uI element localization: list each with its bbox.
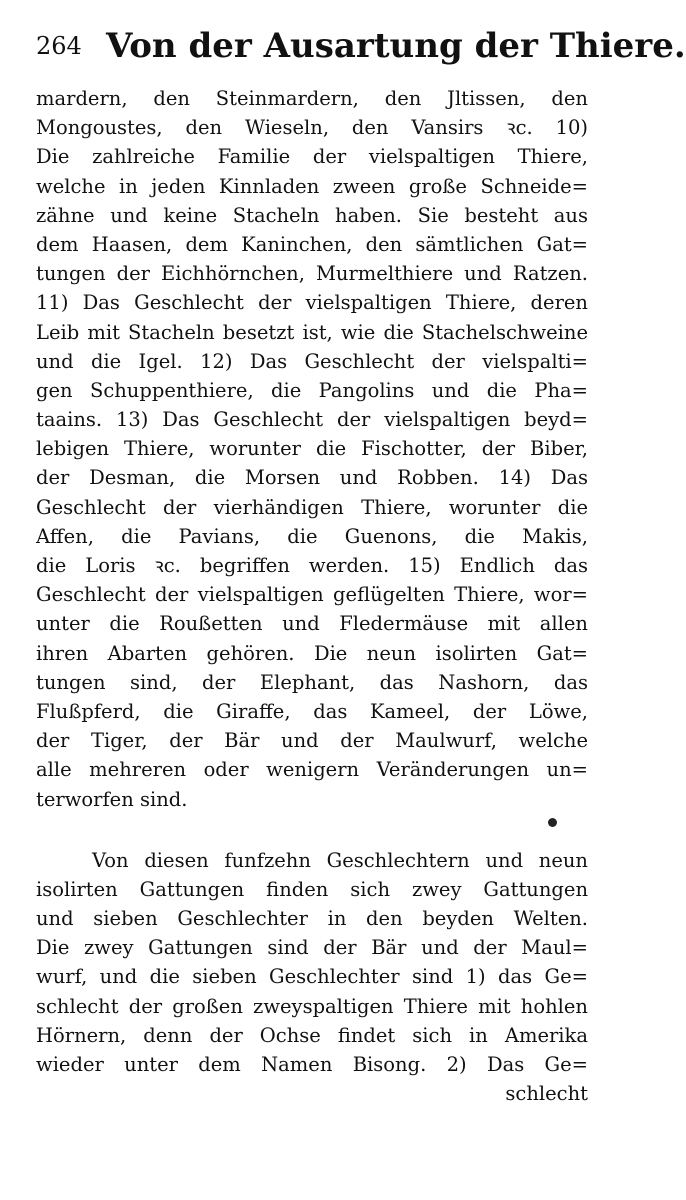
text-line: wurf, und die sieben Geschlechter sind 1) das Ge=: [36, 965, 588, 989]
text-line: Mongoustes, den Wieseln, den Vansirs ꝛc. 10): [36, 116, 588, 140]
text-line: isolirten Gattungen finden sich zwey Gattungen: [36, 877, 588, 901]
paragraph-1: [36, 84, 588, 814]
text-line: Geschlecht der vierhändigen Thiere, worunter die: [36, 495, 588, 519]
text-line: die Loris ꝛc. begriffen werden. 15) Endlich das: [36, 554, 588, 577]
text-line: Flußpferd, die Giraffe, das Kameel, der Löwe,: [36, 699, 588, 723]
text-line: ihren Abarten gehören. Die neun isolirten Gat=: [36, 641, 588, 665]
text-line: und sieben Geschlechter in den beyden Welten.: [36, 907, 588, 931]
text-line: Leib mit Stacheln besetzt ist, wie die Stachelschweine: [36, 320, 588, 344]
text-line: Affen, die Pavians, die Guenons, die Makis,: [36, 524, 588, 548]
paragraph-2: [36, 846, 588, 1080]
text-line: 11) Das Geschlecht der vielspaltigen Thiere, deren: [36, 291, 588, 315]
text-line: dem Haasen, dem Kaninchen, den sämtlichen Gat=: [36, 232, 588, 256]
text-line: terworfen sind.: [36, 787, 188, 811]
body-text: [36, 84, 588, 1108]
text-line: tungen sind, der Elephant, das Nashorn, das: [36, 670, 588, 694]
running-title: Von der Ausartung der Thiere.: [106, 26, 686, 66]
text-line: mardern, den Steinmardern, den Jltissen, den: [36, 87, 588, 110]
page-number: 264: [36, 32, 82, 60]
paragraph-gap: [36, 814, 588, 846]
text-line: lebigen Thiere, worunter die Fischotter, der Biber,: [36, 437, 588, 461]
text-line: unter die Roußetten und Fledermäuse mit allen: [36, 612, 588, 636]
text-line: Die zahlreiche Familie der vielspaltigen Thiere,: [36, 145, 588, 169]
text-line: gen Schuppenthiere, die Pangolins und die Pha=: [36, 378, 588, 402]
text-line: der Tiger, der Bär und der Maulwurf, welche: [36, 729, 588, 753]
catchword: schlecht: [505, 1082, 588, 1106]
text-line: alle mehreren oder wenigern Veränderungen un=: [36, 758, 588, 782]
text-line: zähne und keine Stacheln haben. Sie besteht aus: [36, 203, 588, 227]
ink-speck: [548, 818, 557, 827]
text-line: Hörnern, denn der Ochse findet sich in Amerika: [36, 1023, 588, 1047]
text-line: welche in jeden Kinnladen zween große Schneide=: [36, 174, 588, 198]
text-line: Die zwey Gattungen sind der Bär und der Maul=: [36, 936, 588, 960]
text-line: Von diesen funfzehn Geschlechtern und neun: [92, 848, 588, 872]
text-line: tungen der Eichhörnchen, Murmelthiere und Ratzen.: [36, 262, 588, 286]
page-header: [36, 22, 686, 70]
text-line: der Desman, die Morsen und Robben. 14) Das: [36, 466, 588, 490]
text-line: und die Igel. 12) Das Geschlecht der vielspalti=: [36, 349, 588, 373]
text-line: schlecht der großen zweyspaltigen Thiere mit hohlen: [36, 994, 588, 1018]
text-line: taains. 13) Das Geschlecht der vielspaltigen beyd=: [36, 408, 588, 432]
text-line: wieder unter dem Namen Bisong. 2) Das Ge=: [36, 1053, 588, 1076]
text-line: Geschlecht der vielspaltigen geflügelten Thiere, wor=: [36, 583, 588, 607]
